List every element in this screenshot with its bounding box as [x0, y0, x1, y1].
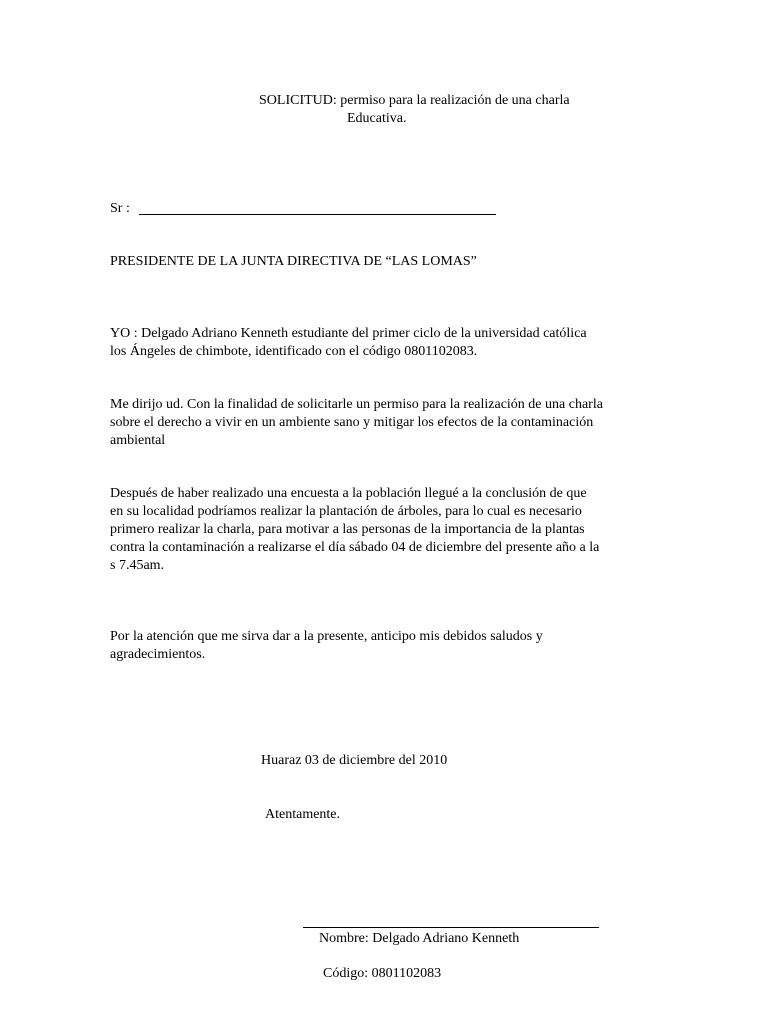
- purpose-paragraph: [110, 396, 603, 450]
- recipient-name-underline: [139, 214, 496, 215]
- signer-code: Código: 0801102083: [323, 966, 442, 981]
- place-date: Huaraz 03 de diciembre del 2010: [261, 753, 448, 768]
- purpose-line: Me dirijo ud. Con la finalidad de solicitarle un permiso para la realización de una charla: [110, 397, 603, 412]
- closing-line: Por la atención que me sirva dar a la presente, anticipo mis debidos saludos y: [110, 629, 543, 644]
- closing-line: agradecimientos.: [110, 647, 206, 662]
- subject-line-1: SOLICITUD: permiso para la realización de una charla: [259, 93, 570, 108]
- recipient-title: PRESIDENTE DE LA JUNTA DIRECTIVA DE “LAS LOMAS”: [110, 254, 477, 269]
- details-paragraph: [110, 485, 599, 575]
- details-line: s 7.45am.: [110, 558, 165, 573]
- details-line: Después de haber realizado una encuesta a la población llegué a la conclusión de que: [110, 486, 587, 501]
- details-line: primero realizar la charla, para motivar a las personas de la importancia de la plantas: [110, 522, 585, 537]
- details-line: contra la contaminación a realizarse el día sábado 04 de diciembre del presente año a la: [110, 540, 600, 555]
- sign-off: Atentamente.: [265, 807, 341, 822]
- intro-line: los Ángeles de chimbote, identificado con el código 0801102083.: [110, 344, 478, 359]
- signature-line: [303, 927, 599, 928]
- subject-line-2: Educativa.: [347, 111, 407, 126]
- signer-name: Nombre: Delgado Adriano Kenneth: [319, 931, 520, 946]
- purpose-line: sobre el derecho a vivir en un ambiente sano y mitigar los efectos de la contaminación: [110, 415, 594, 430]
- salutation: Sr :: [110, 201, 130, 216]
- closing-paragraph: [110, 628, 543, 664]
- intro-paragraph: [110, 325, 587, 361]
- purpose-line: ambiental: [110, 433, 166, 448]
- intro-line: YO : Delgado Adriano Kenneth estudiante del primer ciclo de la universidad católica: [110, 326, 587, 341]
- details-line: en su localidad podríamos realizar la plantación de árboles, para lo cual es necesario: [110, 504, 582, 519]
